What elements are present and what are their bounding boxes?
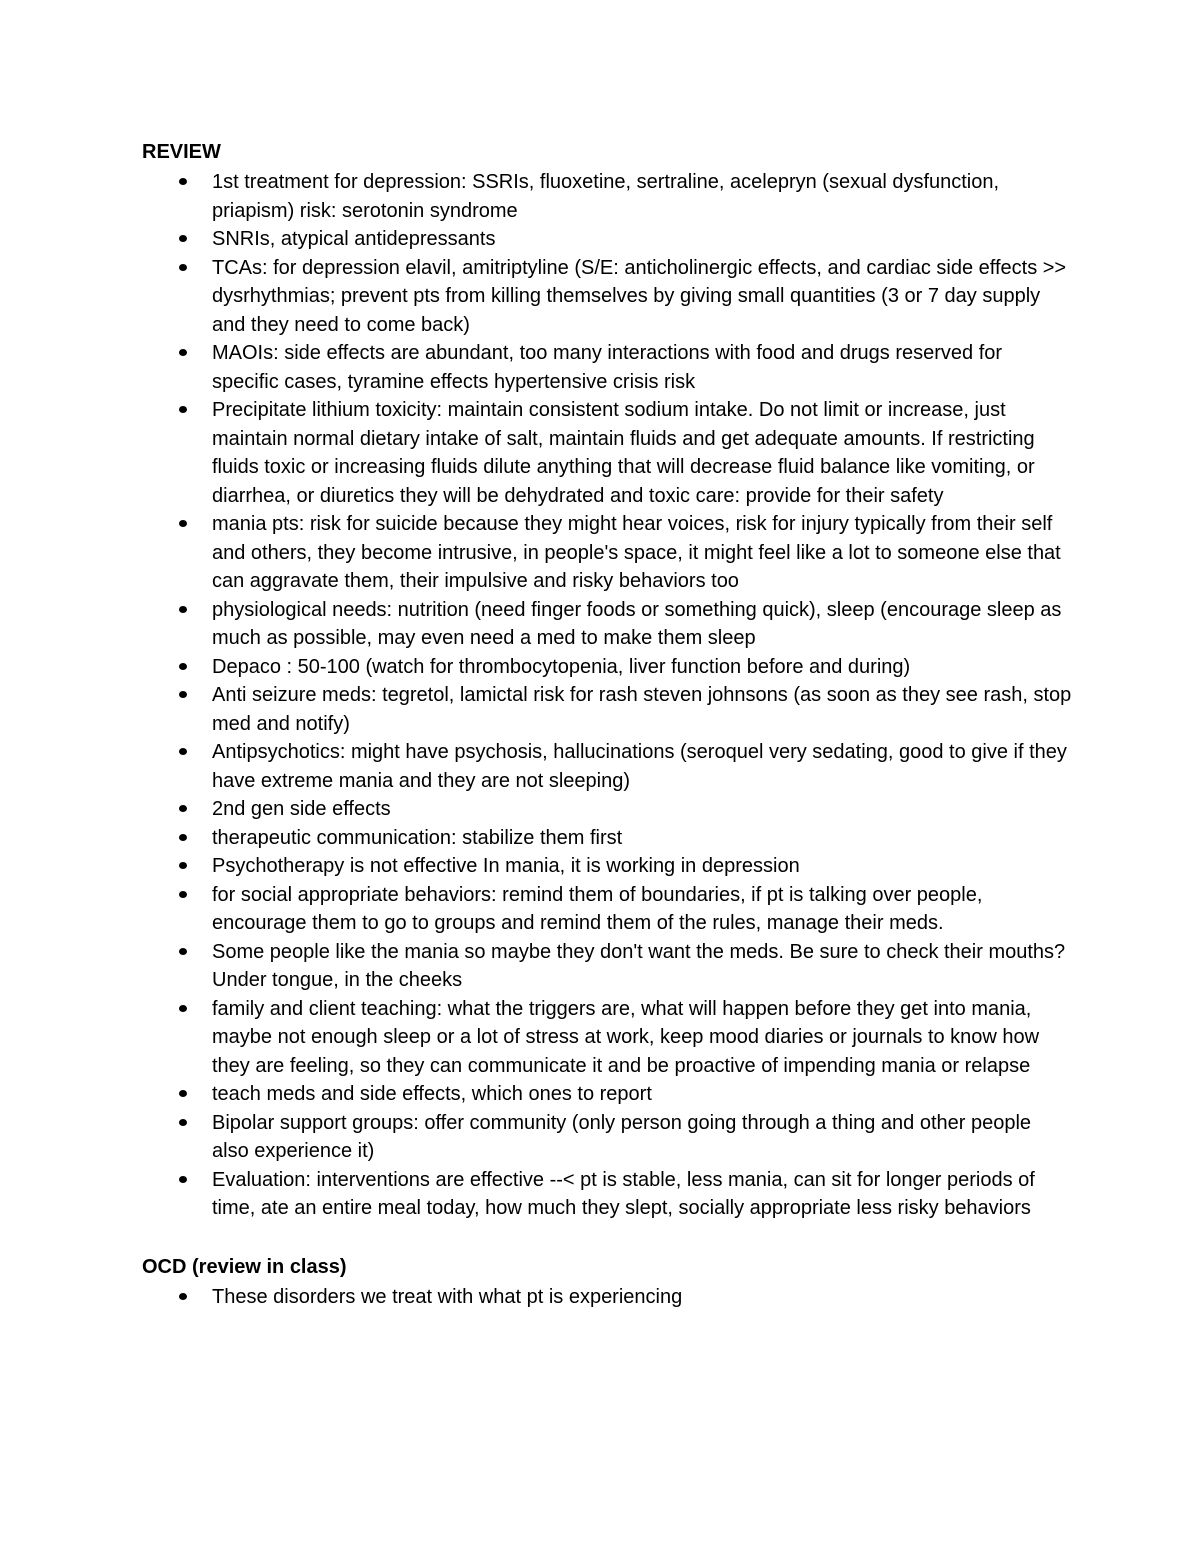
list-item-text: Some people like the mania so maybe they don't want the meds. Be sure to check their mouths? Under tongue, in the cheeks — [212, 940, 1066, 991]
bullet-icon — [179, 1005, 187, 1012]
list-item — [142, 1109, 1072, 1166]
list-item — [142, 1080, 1072, 1109]
list-item — [142, 339, 1072, 396]
list-item — [142, 738, 1072, 795]
section-heading: REVIEW — [142, 141, 221, 163]
list-item — [142, 168, 1072, 225]
list-item-text: MAOIs: side effects are abundant, too many interactions with food and drugs reserved for specific cases, tyramine effects hypertensive crisis risk — [212, 342, 1003, 393]
list-item-text: for social appropriate behaviors: remind them of boundaries, if pt is talking over people, encourage them to go to groups and remind them of the rules, manage their meds. — [212, 883, 983, 934]
list-item-text: Bipolar support groups: offer community (only person going through a thing and other people also experience it) — [212, 1111, 1032, 1162]
bullet-icon — [179, 691, 187, 698]
list-item-text: Anti seizure meds: tegretol, lamictal risk for rash steven johnsons (as soon as they see rash, stop med and notify) — [212, 684, 1072, 735]
bullet-icon — [179, 406, 187, 413]
list-item — [142, 995, 1072, 1081]
bullet-icon — [179, 663, 187, 670]
list-item — [142, 653, 1072, 682]
bullet-icon — [179, 520, 187, 527]
list-item — [142, 824, 1072, 853]
section-review — [142, 138, 1072, 1223]
bullet-icon — [179, 606, 187, 613]
list-item-text: therapeutic communication: stabilize them first — [212, 826, 623, 849]
list-item-text: Precipitate lithium toxicity: maintain consistent sodium intake. Do not limit or increase, just maintain normal dietary intake of salt, maintain fluids and get adequate amounts. If restricting fluids toxic or increasing fluids dilute anything that will decrease fluid balance like vomiting, or diarrhea, or diuretics they will be dehydrated and toxic care: provide for their safety — [212, 399, 1035, 507]
list-item — [142, 852, 1072, 881]
list-item-text: SNRIs, atypical antidepressants — [212, 228, 496, 250]
list-item — [142, 225, 1072, 254]
list-item-text: mania pts: risk for suicide because they might hear voices, risk for injury typically from their self and others, they become intrusive, in people's space, it might feel like a lot to someone else that can aggravate them, their impulsive and risky behaviors too — [212, 513, 1061, 592]
document-page — [142, 138, 1072, 1311]
list-item-text: 2nd gen side effects — [212, 798, 391, 820]
bullet-list — [142, 1283, 1072, 1312]
bullet-icon — [179, 1176, 187, 1183]
list-item-text: These disorders we treat with what pt is experiencing — [212, 1285, 683, 1308]
list-item-text: physiological needs: nutrition (need finger foods or something quick), sleep (encourage sleep as much as possible, may even need a med to make them sleep — [212, 598, 1062, 649]
list-item — [142, 795, 1072, 824]
list-item — [142, 1166, 1072, 1223]
list-item-text: 1st treatment for depression: SSRIs, fluoxetine, sertraline, acelepryn (sexual dysfunction, priapism) risk: serotonin syndrome — [212, 171, 1000, 222]
bullet-icon — [179, 748, 187, 755]
section-heading: OCD (review in class) — [142, 1255, 347, 1278]
list-item-text: Psychotherapy is not effective In mania, it is working in depression — [212, 855, 800, 877]
list-item-text: Depaco : 50-100 (watch for thrombocytopenia, liver function before and during) — [212, 655, 911, 678]
list-item — [142, 938, 1072, 995]
list-item-text: TCAs: for depression elavil, amitriptyline (S/E: anticholinergic effects, and cardiac side effects >> dysrhythmias; prevent pts from killing themselves by giving small quantities (3 or 7 day supply and they need to come back) — [212, 256, 1067, 336]
list-item — [142, 254, 1072, 340]
bullet-icon — [179, 349, 187, 356]
bullet-icon — [179, 178, 187, 185]
bullet-icon — [179, 805, 187, 812]
list-item-text: teach meds and side effects, which ones to report — [212, 1083, 652, 1105]
list-item-text: Evaluation: interventions are effective --< pt is stable, less mania, can sit for longer periods of time, ate an entire meal today, how much they slept, socially appropriate less risky behaviors — [212, 1168, 1035, 1219]
bullet-icon — [179, 235, 187, 242]
list-item — [142, 881, 1072, 938]
list-item — [142, 596, 1072, 653]
bullet-icon — [179, 1293, 187, 1300]
bullet-icon — [179, 891, 187, 898]
list-item — [142, 681, 1072, 738]
list-item — [142, 1283, 1072, 1312]
bullet-icon — [179, 264, 187, 271]
list-item-text: family and client teaching: what the triggers are, what will happen before they get into mania, maybe not enough sleep or a lot of stress at work, keep mood diaries or journals to know how they are feeling, so they can communicate it and be proactive of impending mania or relapse — [212, 997, 1040, 1077]
bullet-list — [142, 168, 1072, 1223]
bullet-icon — [179, 862, 187, 869]
bullet-icon — [179, 1090, 187, 1097]
bullet-icon — [179, 948, 187, 955]
list-item — [142, 396, 1072, 510]
bullet-icon — [179, 1119, 187, 1126]
bullet-icon — [179, 834, 187, 841]
section-ocd — [142, 1253, 1072, 1312]
list-item — [142, 510, 1072, 596]
list-item-text: Antipsychotics: might have psychosis, hallucinations (seroquel very sedating, good to give if they have extreme mania and they are not sleeping) — [212, 741, 1067, 792]
